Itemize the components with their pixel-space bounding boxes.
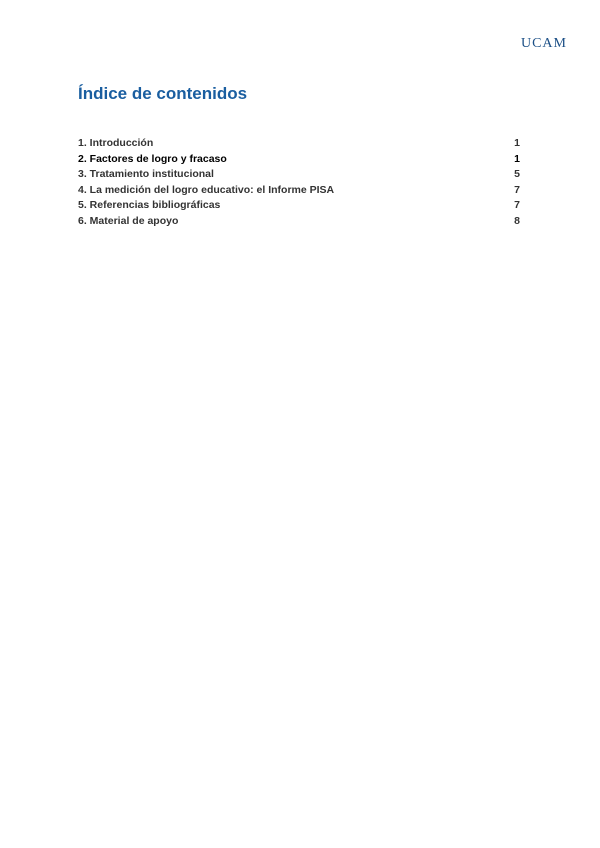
toc-entry-label: 1. Introducción <box>78 137 154 149</box>
toc-entry-label: 5. Referencias bibliográficas <box>78 199 221 212</box>
toc-entry-label: 4. La medición del logro educativo: el Informe PISA <box>78 183 335 196</box>
ucam-logo: UCAM <box>520 36 567 51</box>
toc-entry-label: 2. Factores de logro y fracaso <box>78 152 227 165</box>
toc-entry-page: 8 <box>514 214 520 227</box>
toc-entry-material[interactable] <box>78 215 520 231</box>
toc-entry-medicion-pisa[interactable] <box>78 184 520 200</box>
page-title: Índice de contenidos <box>78 84 248 103</box>
toc-entry-page: 7 <box>514 199 520 212</box>
toc-entry-page: 7 <box>514 183 520 196</box>
toc-entry-page: 1 <box>514 137 520 149</box>
toc-entry-introduccion[interactable] <box>78 137 520 153</box>
toc-entry-referencias[interactable] <box>78 199 520 215</box>
toc-entry-tratamiento[interactable] <box>78 168 520 184</box>
toc-entry-label: 6. Material de apoyo <box>78 214 179 227</box>
toc-entry-factores[interactable] <box>78 153 520 169</box>
table-of-contents <box>78 137 520 231</box>
toc-entry-label: 3. Tratamiento institucional <box>78 168 214 181</box>
toc-entry-page: 1 <box>514 152 520 165</box>
toc-entry-page: 5 <box>514 168 520 181</box>
